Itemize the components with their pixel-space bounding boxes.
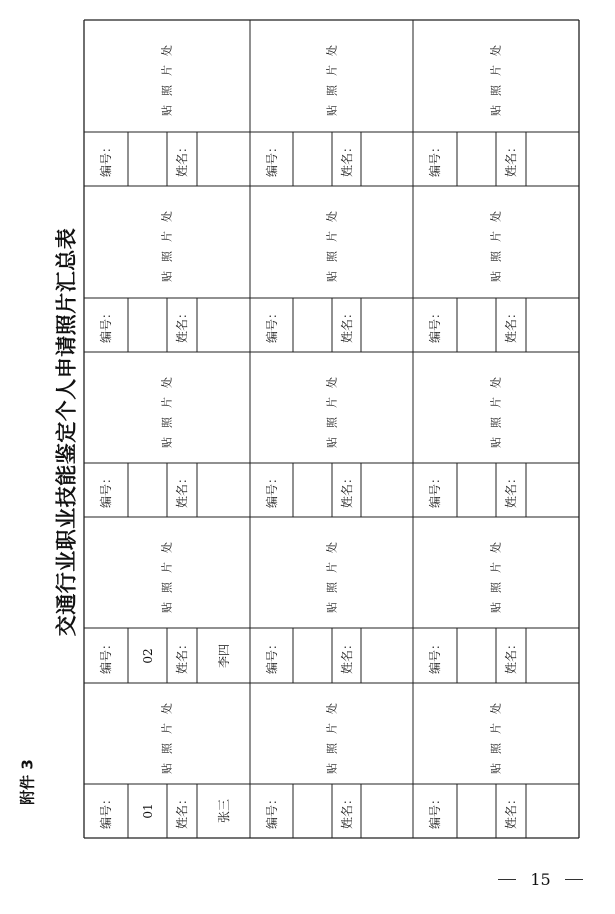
name-label: 姓名： [504,471,518,509]
entry-name: 李四 [216,643,231,668]
photo-placeholder: 贴照片处 [160,693,174,774]
name-label: 姓名： [175,140,189,178]
photo-placeholder: 贴照片处 [489,202,503,282]
name-label: 姓名： [504,140,518,178]
page-number: 15 [530,869,551,889]
name-label: 姓名： [175,637,189,674]
annex-label: 附件 3 [18,759,37,805]
number-label: 编号： [264,471,279,509]
photo-placeholder: 贴照片处 [489,36,503,116]
name-label: 姓名： [339,140,354,178]
photo-placeholder: 贴照片处 [325,202,338,282]
number-label: 编号： [99,471,113,509]
photo-placeholder: 贴照片处 [489,693,503,774]
photo-placeholder: 贴照片处 [489,367,503,448]
number-label: 编号： [428,792,442,830]
number-label: 编号： [99,792,113,830]
photo-placeholder: 贴照片处 [489,532,503,613]
number-label: 编号： [428,306,442,344]
name-label: 姓名： [339,471,354,509]
photo-placeholder: 贴照片处 [160,532,174,613]
photo-placeholder: 贴照片处 [325,693,338,774]
number-label: 编号： [428,471,442,509]
name-label: 姓名： [504,637,518,674]
number-label: 编号： [264,140,279,178]
photo-placeholder: 贴照片处 [160,202,174,282]
number-label: 编号： [99,637,113,674]
number-label: 编号： [264,792,279,830]
name-label: 姓名： [339,792,354,830]
number-label: 编号： [428,637,442,674]
name-label: 姓名： [339,306,354,344]
entry-name: 张三 [216,798,231,824]
number-label: 编号： [99,140,113,178]
number-label: 编号： [99,306,113,344]
name-label: 姓名： [504,792,518,830]
entry-number: 02 [140,647,155,664]
entry-number: 01 [140,803,155,819]
name-label: 姓名： [175,792,189,830]
name-label: 姓名： [339,637,354,674]
page-footer [498,869,583,889]
photo-placeholder: 贴照片处 [160,36,174,116]
photo-placeholder: 贴照片处 [325,367,338,448]
footer-dash-right [565,879,583,880]
number-label: 编号： [428,140,442,178]
name-label: 姓名： [504,306,518,344]
name-label: 姓名： [175,471,189,509]
photo-placeholder: 贴照片处 [160,367,174,448]
name-label: 姓名： [175,306,189,344]
page-title: 交通行业职业技能鉴定个人申请照片汇总表 [54,227,79,637]
number-label: 编号： [264,637,279,674]
photo-placeholder: 贴照片处 [325,36,338,116]
footer-dash-left [498,879,516,880]
number-label: 编号： [264,306,279,344]
photo-placeholder: 贴照片处 [325,532,338,613]
